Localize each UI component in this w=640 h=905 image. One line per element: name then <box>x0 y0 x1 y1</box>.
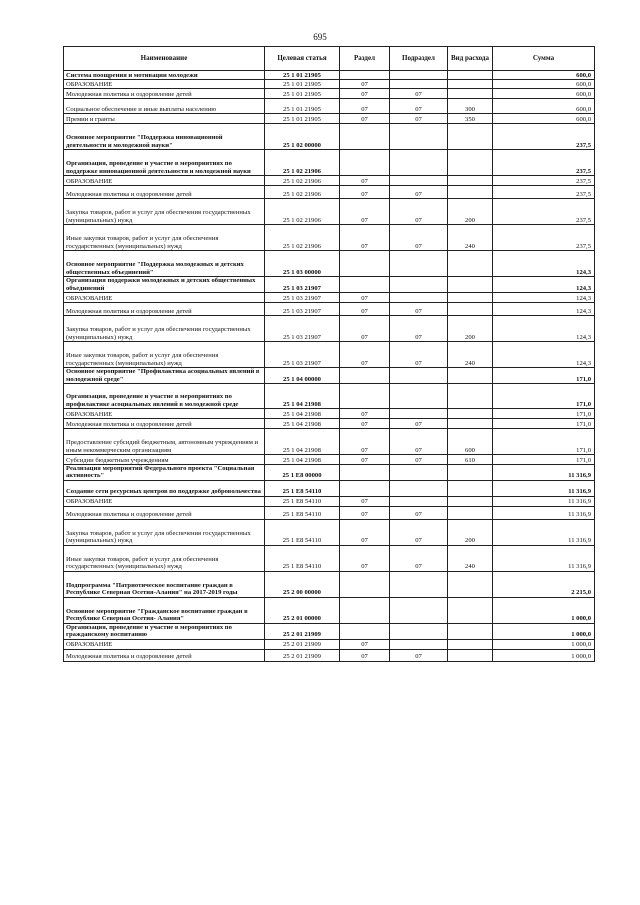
row-amount-cell: 2 215,0 <box>493 571 595 597</box>
row-section-cell: 07 <box>340 429 390 455</box>
row-name-cell: Основное мероприятие "Поддержка молодежных и детских общественных объединений" <box>64 251 265 277</box>
row-subsection-cell <box>390 71 448 80</box>
row-target-cell: 25 1 04 21908 <box>265 409 340 419</box>
row-expense-type-cell <box>448 649 493 661</box>
row-target-cell: 25 1 03 00000 <box>265 251 340 277</box>
row-amount-cell: 124,3 <box>493 342 595 368</box>
row-name-cell: Молодежная политика и оздоровление детей <box>64 186 265 199</box>
row-expense-type-cell <box>448 71 493 80</box>
row-target-cell: 25 1 02 21906 <box>265 186 340 199</box>
row-section-cell: 07 <box>340 639 390 649</box>
row-amount-cell: 237,5 <box>493 176 595 186</box>
row-name-cell: Подпрограмма "Патриотическое воспитание граждан в Республике Северная Осетия-Алания" на 2017-2019 годы <box>64 571 265 597</box>
row-amount-cell: 237,5 <box>493 186 595 199</box>
row-amount-cell: 124,3 <box>493 316 595 342</box>
table-row <box>64 496 595 506</box>
row-expense-type-cell: 200 <box>448 199 493 225</box>
row-amount-cell: 600,0 <box>493 71 595 80</box>
table-row <box>64 384 595 409</box>
row-amount-cell: 11 316,9 <box>493 480 595 496</box>
row-section-cell: 07 <box>340 89 390 99</box>
table-row <box>64 455 595 465</box>
table-row <box>64 623 595 639</box>
row-name-cell: Реализация мероприятий Федерального проекта "Социальная активность" <box>64 465 265 481</box>
row-subsection-cell <box>390 277 448 293</box>
table-row <box>64 571 595 597</box>
row-amount-cell: 171,0 <box>493 419 595 429</box>
row-subsection-cell: 07 <box>390 545 448 571</box>
row-expense-type-cell <box>448 639 493 649</box>
row-target-cell: 25 1 01 21905 <box>265 80 340 89</box>
row-target-cell: 25 1 E8 54110 <box>265 480 340 496</box>
row-name-cell: Премии и гранты <box>64 114 265 124</box>
table-row <box>64 150 595 176</box>
row-amount-cell: 1 000,0 <box>493 639 595 649</box>
row-amount-cell: 237,5 <box>493 199 595 225</box>
row-section-cell: 07 <box>340 99 390 114</box>
row-section-cell: 07 <box>340 114 390 124</box>
row-amount-cell: 600,0 <box>493 89 595 99</box>
row-subsection-cell <box>390 480 448 496</box>
row-name-cell: Молодежная политика и оздоровление детей <box>64 303 265 316</box>
row-target-cell: 25 1 02 21906 <box>265 150 340 176</box>
row-section-cell: 07 <box>340 519 390 545</box>
row-subsection-cell: 07 <box>390 316 448 342</box>
row-name-cell: Система поощрения и мотивации молодежи <box>64 71 265 80</box>
row-amount-cell: 171,0 <box>493 384 595 409</box>
table-row <box>64 545 595 571</box>
row-expense-type-cell <box>448 384 493 409</box>
row-name-cell: Организация поддержки молодежных и детских общественных объединений <box>64 277 265 293</box>
row-target-cell: 25 1 04 21908 <box>265 455 340 465</box>
row-name-cell: Субсидии бюджетным учреждениям <box>64 455 265 465</box>
row-expense-type-cell <box>448 277 493 293</box>
row-subsection-cell <box>390 251 448 277</box>
row-name-cell: Молодежная политика и оздоровление детей <box>64 419 265 429</box>
row-section-cell: 07 <box>340 199 390 225</box>
row-subsection-cell <box>390 409 448 419</box>
table-row <box>64 251 595 277</box>
row-expense-type-cell <box>448 176 493 186</box>
row-expense-type-cell <box>448 506 493 519</box>
row-expense-type-cell: 200 <box>448 519 493 545</box>
row-target-cell: 25 1 03 21907 <box>265 303 340 316</box>
row-subsection-cell <box>390 384 448 409</box>
row-name-cell: Предоставление субсидий бюджетным, автономным учреждениям и иным некоммерческим организациям <box>64 429 265 455</box>
row-section-cell <box>340 368 390 384</box>
table-body <box>64 71 595 662</box>
row-target-cell: 25 1 02 21906 <box>265 199 340 225</box>
row-section-cell: 07 <box>340 419 390 429</box>
row-name-cell: Закупка товаров, работ и услуг для обеспечения государственных (муниципальных) нужд <box>64 199 265 225</box>
row-section-cell: 07 <box>340 293 390 303</box>
row-target-cell: 25 1 02 21906 <box>265 176 340 186</box>
row-amount-cell: 1 000,0 <box>493 623 595 639</box>
row-target-cell: 25 1 04 00000 <box>265 368 340 384</box>
row-section-cell <box>340 480 390 496</box>
row-subsection-cell: 07 <box>390 429 448 455</box>
row-subsection-cell: 07 <box>390 303 448 316</box>
row-target-cell: 25 1 01 21905 <box>265 89 340 99</box>
table-row <box>64 506 595 519</box>
row-target-cell: 25 1 01 21905 <box>265 71 340 80</box>
row-amount-cell: 1 000,0 <box>493 597 595 623</box>
row-amount-cell: 11 316,9 <box>493 496 595 506</box>
table-row <box>64 419 595 429</box>
row-target-cell: 25 2 00 00000 <box>265 571 340 597</box>
row-expense-type-cell <box>448 623 493 639</box>
table-row <box>64 639 595 649</box>
row-amount-cell: 237,5 <box>493 225 595 251</box>
row-expense-type-cell: 240 <box>448 342 493 368</box>
row-amount-cell: 1 000,0 <box>493 649 595 661</box>
row-expense-type-cell <box>448 496 493 506</box>
row-section-cell: 07 <box>340 80 390 89</box>
row-target-cell: 25 1 03 21907 <box>265 316 340 342</box>
row-subsection-cell <box>390 496 448 506</box>
table-row <box>64 186 595 199</box>
table-row <box>64 225 595 251</box>
row-subsection-cell <box>390 80 448 89</box>
table-row <box>64 597 595 623</box>
row-amount-cell: 237,5 <box>493 124 595 150</box>
row-section-cell <box>340 571 390 597</box>
row-expense-type-cell <box>448 303 493 316</box>
table-row <box>64 480 595 496</box>
row-name-cell: Молодежная политика и оздоровление детей <box>64 649 265 661</box>
row-amount-cell: 171,0 <box>493 429 595 455</box>
table-row <box>64 277 595 293</box>
table-row <box>64 124 595 150</box>
column-header-expense-type: Вид расхода <box>448 47 493 71</box>
row-subsection-cell <box>390 176 448 186</box>
row-subsection-cell <box>390 639 448 649</box>
row-name-cell: Молодежная политика и оздоровление детей <box>64 506 265 519</box>
table-row <box>64 293 595 303</box>
row-name-cell: ОБРАЗОВАНИЕ <box>64 176 265 186</box>
row-name-cell: Иные закупки товаров, работ и услуг для обеспечения государственных (муниципальных) нужд <box>64 545 265 571</box>
table-row <box>64 316 595 342</box>
row-subsection-cell: 07 <box>390 519 448 545</box>
row-amount-cell: 171,0 <box>493 455 595 465</box>
row-expense-type-cell: 240 <box>448 545 493 571</box>
row-expense-type-cell <box>448 89 493 99</box>
row-expense-type-cell: 600 <box>448 429 493 455</box>
table-row <box>64 114 595 124</box>
row-subsection-cell <box>390 623 448 639</box>
row-target-cell: 25 2 01 21909 <box>265 623 340 639</box>
row-target-cell: 25 1 E8 54110 <box>265 519 340 545</box>
table-row <box>64 368 595 384</box>
row-expense-type-cell <box>448 124 493 150</box>
row-subsection-cell: 07 <box>390 99 448 114</box>
column-header-target: Целевая статья <box>265 47 340 71</box>
row-target-cell: 25 1 02 00000 <box>265 124 340 150</box>
row-expense-type-cell <box>448 597 493 623</box>
row-target-cell: 25 1 E8 54110 <box>265 506 340 519</box>
row-section-cell <box>340 251 390 277</box>
row-name-cell: Организация, проведение и участие в мероприятиях по поддержке инновационной деятельности и молодежной науки <box>64 150 265 176</box>
row-expense-type-cell <box>448 571 493 597</box>
row-amount-cell: 600,0 <box>493 80 595 89</box>
row-expense-type-cell <box>448 80 493 89</box>
row-name-cell: Иные закупки товаров, работ и услуг для обеспечения государственных (муниципальных) нужд <box>64 225 265 251</box>
row-expense-type-cell: 200 <box>448 316 493 342</box>
table-row <box>64 199 595 225</box>
row-expense-type-cell: 300 <box>448 99 493 114</box>
row-subsection-cell <box>390 150 448 176</box>
row-subsection-cell <box>390 465 448 481</box>
row-subsection-cell: 07 <box>390 89 448 99</box>
column-header-section: Раздел <box>340 47 390 71</box>
row-section-cell <box>340 277 390 293</box>
row-amount-cell: 171,0 <box>493 368 595 384</box>
row-subsection-cell: 07 <box>390 649 448 661</box>
row-target-cell: 25 1 03 21907 <box>265 293 340 303</box>
row-expense-type-cell: 240 <box>448 225 493 251</box>
row-name-cell: Основное мероприятие "Гражданское воспитание граждан в Республике Северная Осетия- Алания" <box>64 597 265 623</box>
row-expense-type-cell <box>448 251 493 277</box>
row-name-cell: Иные закупки товаров, работ и услуг для обеспечения государственных (муниципальных) нужд <box>64 342 265 368</box>
table-row <box>64 89 595 99</box>
row-section-cell <box>340 150 390 176</box>
row-name-cell: Организация, проведение и участие в мероприятиях по профилактике асоциальных явлений в молодежной среде <box>64 384 265 409</box>
row-amount-cell: 124,3 <box>493 293 595 303</box>
row-name-cell: Закупка товаров, работ и услуг для обеспечения государственных (муниципальных) нужд <box>64 519 265 545</box>
row-subsection-cell <box>390 124 448 150</box>
row-target-cell: 25 1 03 21907 <box>265 342 340 368</box>
table-row <box>64 71 595 80</box>
column-header-amount: Сумма <box>493 47 595 71</box>
row-name-cell: Социальное обеспечение и иные выплаты населению <box>64 99 265 114</box>
row-target-cell: 25 1 02 21906 <box>265 225 340 251</box>
table-row <box>64 409 595 419</box>
row-subsection-cell: 07 <box>390 225 448 251</box>
row-section-cell <box>340 71 390 80</box>
row-target-cell: 25 2 01 21909 <box>265 639 340 649</box>
row-amount-cell: 11 316,9 <box>493 545 595 571</box>
row-expense-type-cell <box>448 293 493 303</box>
row-expense-type-cell <box>448 150 493 176</box>
row-section-cell: 07 <box>340 225 390 251</box>
page-number: 695 <box>313 32 327 42</box>
row-subsection-cell: 07 <box>390 186 448 199</box>
table-row <box>64 342 595 368</box>
row-expense-type-cell: 350 <box>448 114 493 124</box>
row-section-cell: 07 <box>340 316 390 342</box>
row-amount-cell: 11 316,9 <box>493 519 595 545</box>
row-target-cell: 25 1 01 21905 <box>265 114 340 124</box>
column-header-name: Наименование <box>64 47 265 71</box>
table-row <box>64 465 595 481</box>
table-row <box>64 429 595 455</box>
table-row <box>64 303 595 316</box>
table-row <box>64 80 595 89</box>
row-amount-cell: 11 316,9 <box>493 465 595 481</box>
row-subsection-cell: 07 <box>390 199 448 225</box>
row-amount-cell: 171,0 <box>493 409 595 419</box>
row-target-cell: 25 1 04 21908 <box>265 429 340 455</box>
row-amount-cell: 124,3 <box>493 277 595 293</box>
row-name-cell: ОБРАЗОВАНИЕ <box>64 496 265 506</box>
row-subsection-cell <box>390 571 448 597</box>
row-section-cell: 07 <box>340 506 390 519</box>
row-name-cell: Закупка товаров, работ и услуг для обеспечения государственных (муниципальных) нужд <box>64 316 265 342</box>
row-target-cell: 25 1 04 21908 <box>265 419 340 429</box>
column-header-subsection: Подраздел <box>390 47 448 71</box>
row-target-cell: 25 2 01 21909 <box>265 649 340 661</box>
row-section-cell <box>340 623 390 639</box>
table-row <box>64 519 595 545</box>
row-subsection-cell <box>390 293 448 303</box>
budget-table <box>63 46 595 662</box>
row-name-cell: ОБРАЗОВАНИЕ <box>64 80 265 89</box>
row-section-cell: 07 <box>340 186 390 199</box>
row-target-cell: 25 1 04 21908 <box>265 384 340 409</box>
row-section-cell: 07 <box>340 303 390 316</box>
row-expense-type-cell <box>448 368 493 384</box>
row-amount-cell: 237,5 <box>493 150 595 176</box>
row-section-cell: 07 <box>340 342 390 368</box>
row-name-cell: Основное мероприятие "Поддержка инновационной деятельности и молодежной науки" <box>64 124 265 150</box>
row-name-cell: Организация, проведение и участие в мероприятиях по гражданскому воспитанию <box>64 623 265 639</box>
row-subsection-cell <box>390 368 448 384</box>
row-expense-type-cell <box>448 409 493 419</box>
table-row <box>64 649 595 661</box>
row-target-cell: 25 1 01 21905 <box>265 99 340 114</box>
row-expense-type-cell: 610 <box>448 455 493 465</box>
row-target-cell: 25 1 E8 54110 <box>265 545 340 571</box>
row-target-cell: 25 1 03 21907 <box>265 277 340 293</box>
row-section-cell <box>340 465 390 481</box>
row-section-cell: 07 <box>340 496 390 506</box>
table-header-row <box>64 47 595 71</box>
row-expense-type-cell <box>448 465 493 481</box>
row-section-cell <box>340 124 390 150</box>
row-subsection-cell: 07 <box>390 455 448 465</box>
row-name-cell: ОБРАЗОВАНИЕ <box>64 409 265 419</box>
row-expense-type-cell <box>448 419 493 429</box>
row-expense-type-cell <box>448 480 493 496</box>
row-name-cell: ОБРАЗОВАНИЕ <box>64 639 265 649</box>
row-amount-cell: 11 316,9 <box>493 506 595 519</box>
row-section-cell: 07 <box>340 176 390 186</box>
row-name-cell: Основное мероприятие "Профилактика асоциальных явлений в молодежной среде" <box>64 368 265 384</box>
row-name-cell: ОБРАЗОВАНИЕ <box>64 293 265 303</box>
row-section-cell: 07 <box>340 649 390 661</box>
row-subsection-cell: 07 <box>390 419 448 429</box>
row-expense-type-cell <box>448 186 493 199</box>
row-amount-cell: 600,0 <box>493 99 595 114</box>
row-section-cell: 07 <box>340 545 390 571</box>
row-section-cell: 07 <box>340 455 390 465</box>
row-target-cell: 25 2 01 00000 <box>265 597 340 623</box>
row-section-cell <box>340 597 390 623</box>
row-subsection-cell: 07 <box>390 342 448 368</box>
row-target-cell: 25 1 E8 54110 <box>265 496 340 506</box>
row-subsection-cell: 07 <box>390 506 448 519</box>
row-amount-cell: 600,0 <box>493 114 595 124</box>
table-row <box>64 99 595 114</box>
row-name-cell: Молодежная политика и оздоровление детей <box>64 89 265 99</box>
table-row <box>64 176 595 186</box>
row-section-cell <box>340 384 390 409</box>
row-target-cell: 25 1 E8 00000 <box>265 465 340 481</box>
row-subsection-cell <box>390 597 448 623</box>
row-amount-cell: 124,3 <box>493 251 595 277</box>
row-section-cell: 07 <box>340 409 390 419</box>
row-name-cell: Создание сети ресурсных центров по поддержке добровольчества <box>64 480 265 496</box>
row-subsection-cell: 07 <box>390 114 448 124</box>
row-amount-cell: 124,3 <box>493 303 595 316</box>
